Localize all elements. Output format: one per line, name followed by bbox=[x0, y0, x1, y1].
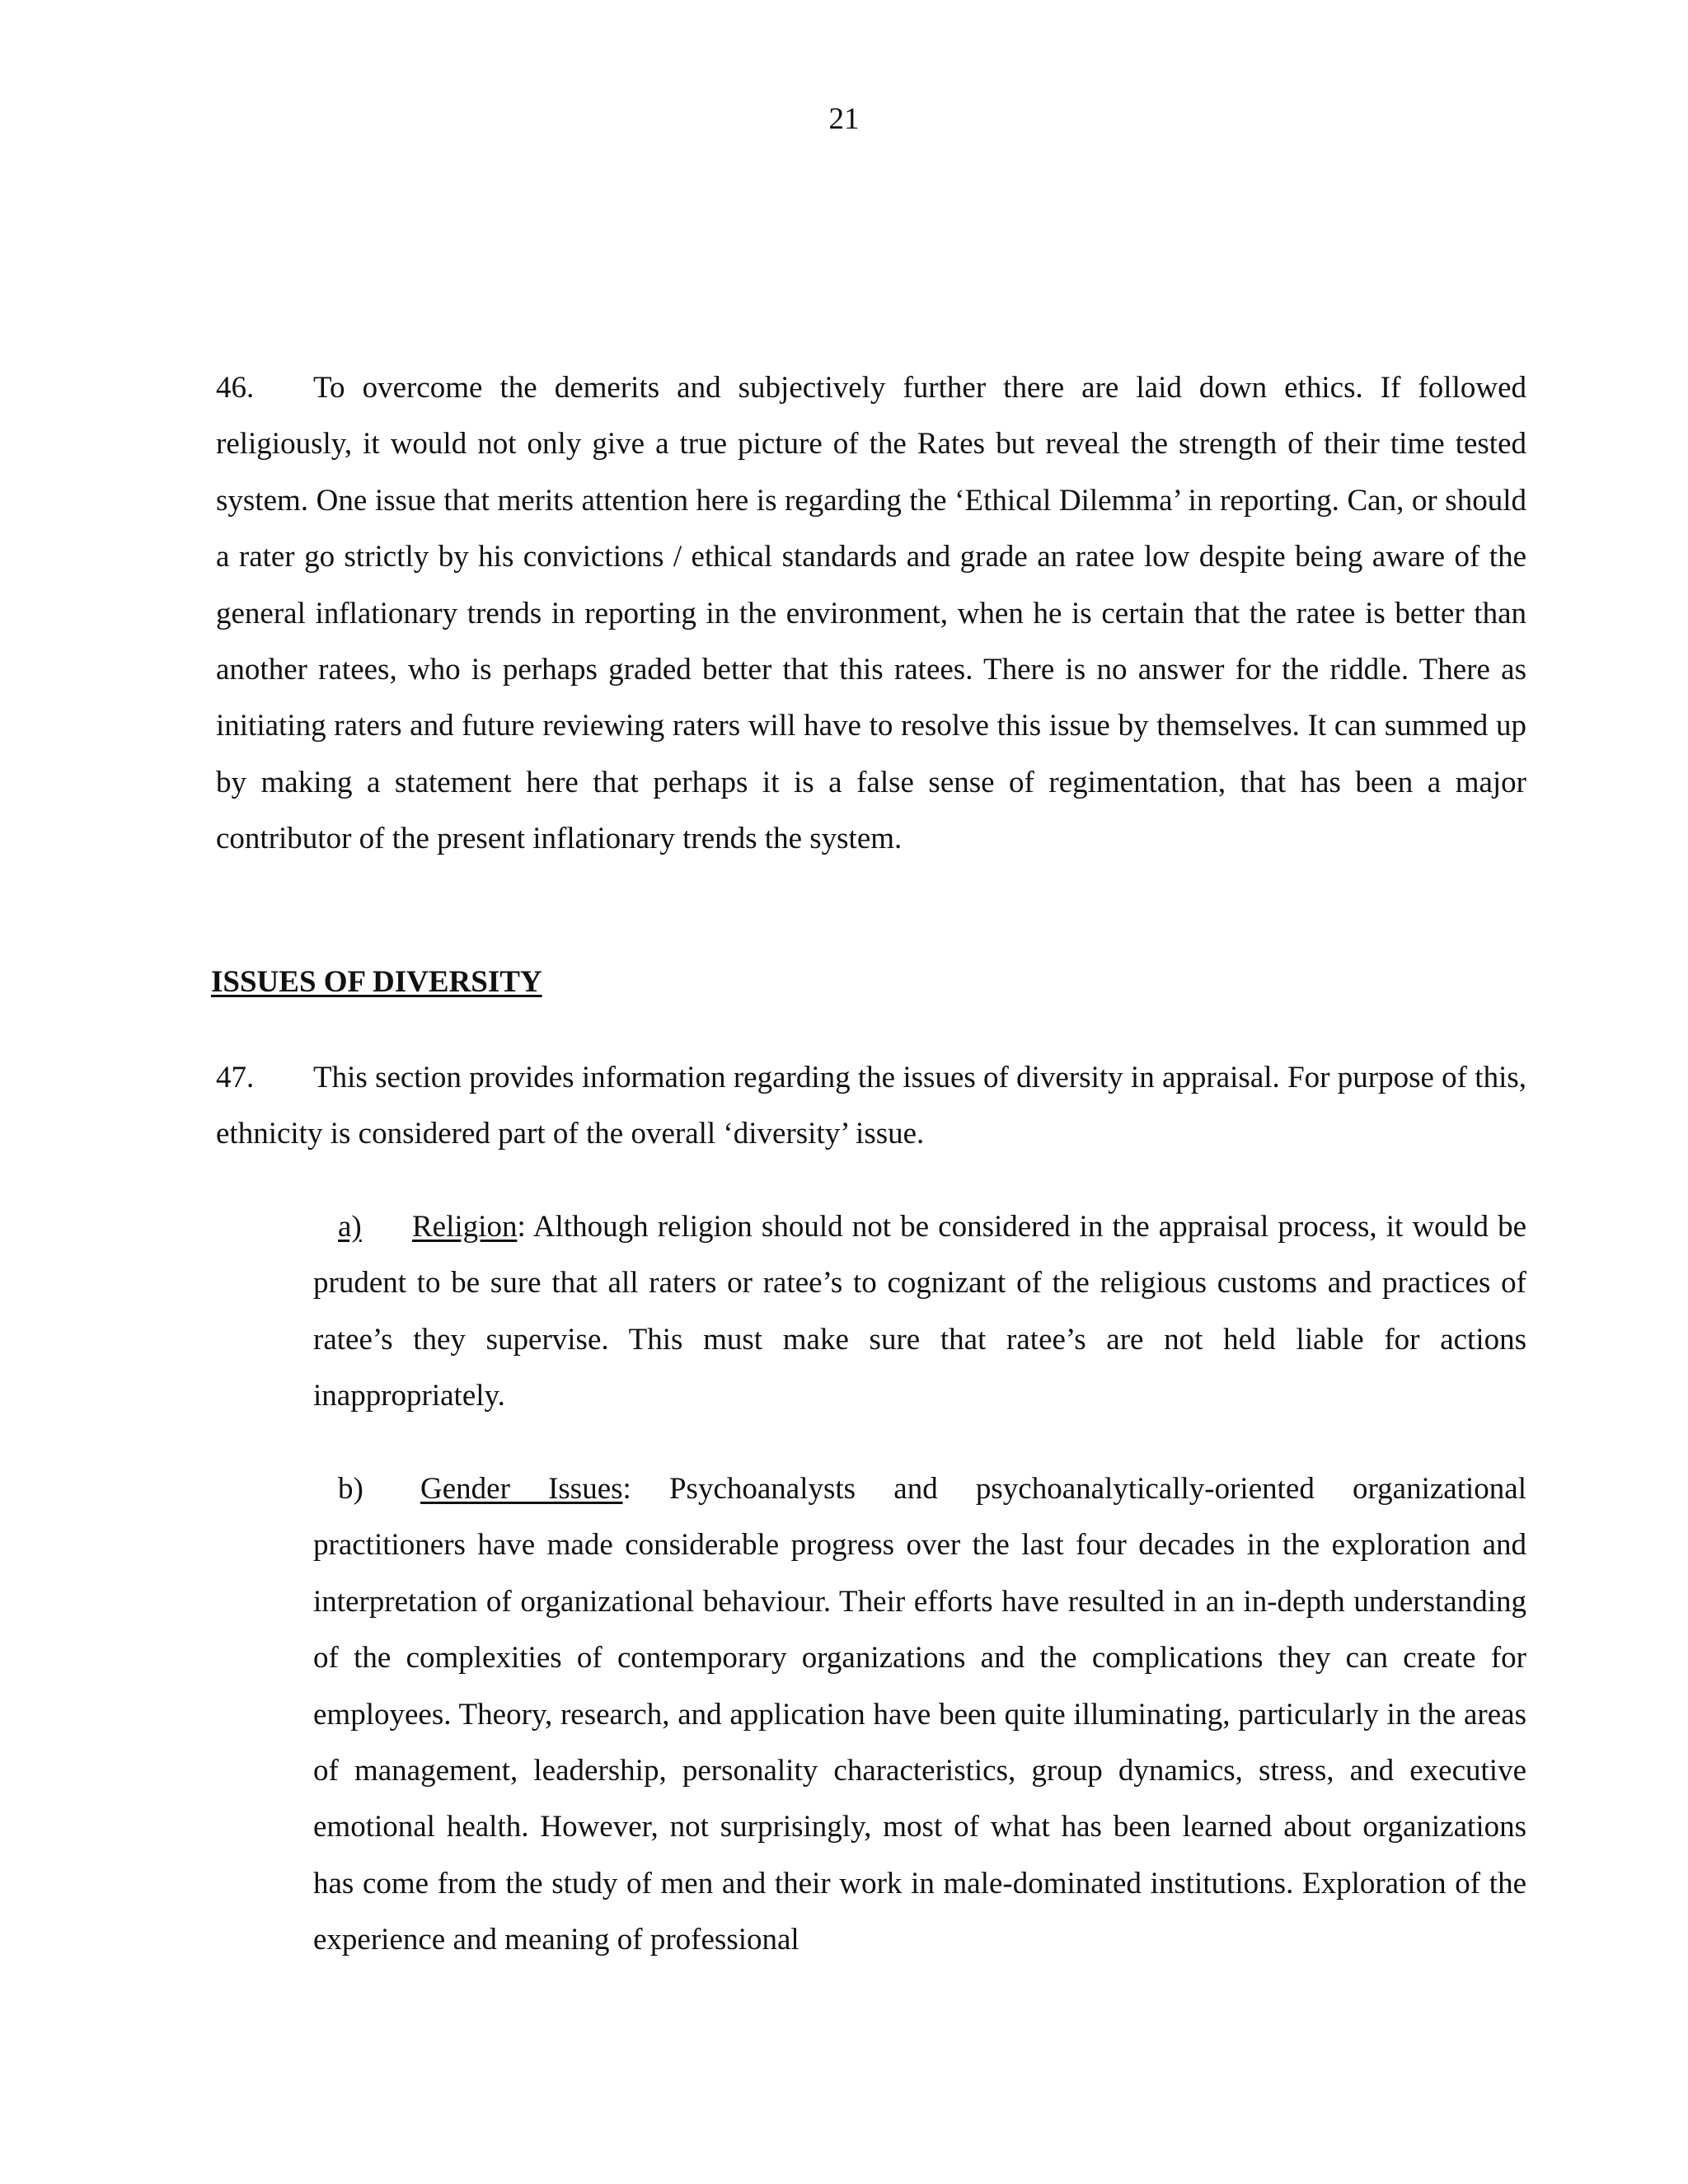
sub-item-term: Gender Issues bbox=[420, 1472, 623, 1506]
page-number: 21 bbox=[828, 102, 860, 136]
paragraph-46 bbox=[216, 360, 1526, 868]
paragraph-number: 46. bbox=[216, 371, 255, 405]
sub-item-text: : Psychoanalysts and psychoanalytically-oriented organizational practitioners have made considerable progress over the last four decades in the exploration and interpretation of organizational behaviour. Their efforts have resulted in an in-depth understanding of the complexities of contemporary organizations and the complications they can create for employees. Theory, research, and application have been quite illuminating, particularly in the areas of management, leadership, personality characteristics, group dynamics, stress, and executive emotional health. However, not surprisingly, most of what has been learned about organizations has come from the study of men and their work in male-dominated institutions. Exploration of the experience and meaning of professional bbox=[313, 1472, 1526, 1957]
sub-item-gender-issues bbox=[313, 1461, 1526, 1969]
sub-item-religion bbox=[313, 1199, 1526, 1425]
sub-item-marker: a) bbox=[338, 1210, 362, 1244]
sub-item-term: Religion bbox=[412, 1210, 518, 1244]
sub-item-marker: b) bbox=[338, 1472, 363, 1506]
section-heading: ISSUES OF DIVERSITY bbox=[211, 965, 542, 999]
sub-item-text: : Although religion should not be considered in the appraisal process, it would be prudent to be sure that all raters or ratee’s to cognizant of the religious customs and practices of ratee’s they supervise. This must make sure that ratee’s are not held liable for actions inappropriately. bbox=[313, 1210, 1526, 1413]
paragraph-47 bbox=[216, 1050, 1526, 1163]
paragraph-number: 47. bbox=[216, 1061, 255, 1094]
paragraph-text: This section provides information regarding the issues of diversity in appraisal. For purpose of this, ethnicity is considered part of the overall ‘diversity’ issue. bbox=[216, 1061, 1526, 1151]
paragraph-text: To overcome the demerits and subjectively further there are laid down ethics. If followed religiously, it would not only give a true picture of the Rates but reveal the strength of their time tested system. One issue that merits attention here is regarding the ‘Ethical Dilemma’ in reporting. Can, or should a rater go strictly by his convictions / ethical standards and grade an ratee low despite being aware of the general inflationary trends in reporting in the environment, when he is certain that the ratee is better than another ratees, who is perhaps graded better that this ratees. There is no answer for the riddle. There as initiating raters and future reviewing raters will have to resolve this issue by themselves. It can summed up by making a statement here that perhaps it is a false sense of regimentation, that has been a major contributor of the present inflationary trends the system. bbox=[216, 371, 1526, 856]
